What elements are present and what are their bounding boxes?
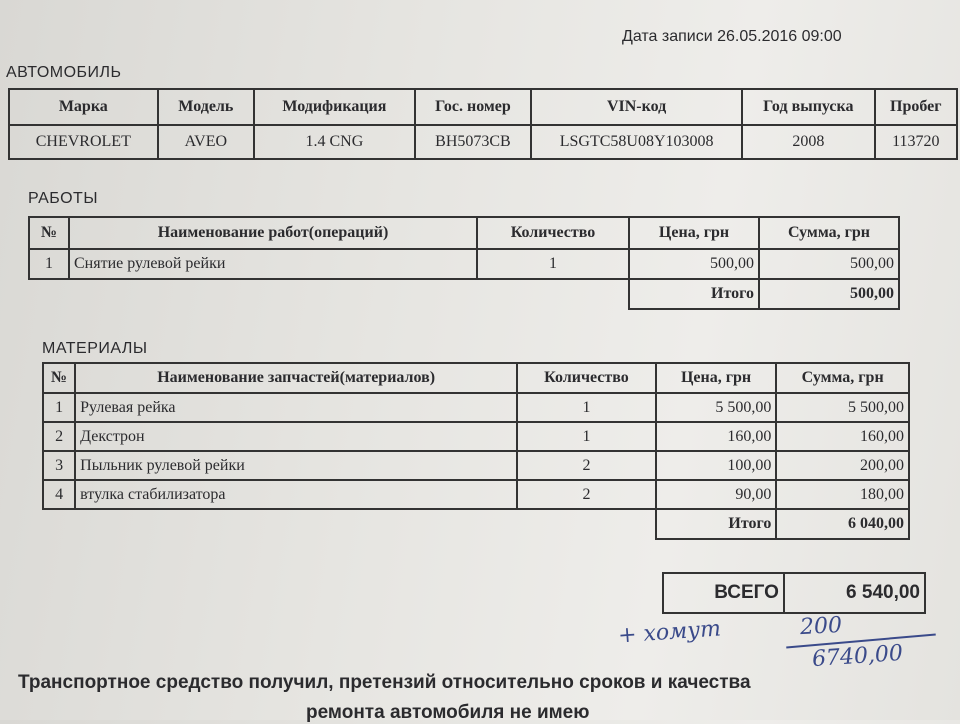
material-sum: 5 500,00 <box>776 393 909 422</box>
materials-total-value: 6 040,00 <box>776 509 909 539</box>
material-number: 4 <box>43 480 75 509</box>
material-qty: 1 <box>517 393 656 422</box>
works-col-number: № <box>29 217 69 249</box>
table-row <box>29 249 899 279</box>
handwritten-note: + хомут <box>617 616 722 649</box>
car-make: CHEVROLET <box>9 125 158 159</box>
works-col-qty: Количество <box>477 217 629 249</box>
car-col-modification: Модификация <box>254 89 415 125</box>
works-row-number: 1 <box>29 249 69 279</box>
car-col-year: Год выпуска <box>742 89 875 125</box>
car-vin: LSGTC58U08Y103008 <box>531 125 742 159</box>
car-col-plate: Гос. номер <box>415 89 531 125</box>
car-mileage: 113720 <box>875 125 957 159</box>
works-table <box>28 216 900 310</box>
record-date: Дата записи 26.05.2016 09:00 <box>622 28 842 45</box>
car-col-vin: VIN-код <box>531 89 742 125</box>
car-section-title: АВТОМОБИЛЬ <box>6 64 122 81</box>
material-qty: 1 <box>517 422 656 451</box>
table-row <box>43 422 909 451</box>
material-sum: 180,00 <box>776 480 909 509</box>
material-qty: 2 <box>517 480 656 509</box>
footer-line-1: Транспортное средство получил, претензий относительно сроков и качества <box>18 672 751 693</box>
material-price: 90,00 <box>656 480 777 509</box>
materials-section-title: МАТЕРИАЛЫ <box>42 340 148 357</box>
car-col-make: Марка <box>9 89 158 125</box>
works-total-value: 500,00 <box>759 279 899 309</box>
material-number: 2 <box>43 422 75 451</box>
material-name: Декстрон <box>75 422 517 451</box>
works-row-price: 500,00 <box>629 249 759 279</box>
material-price: 5 500,00 <box>656 393 777 422</box>
materials-col-sum: Сумма, грн <box>776 363 909 393</box>
works-row-qty: 1 <box>477 249 629 279</box>
material-number: 3 <box>43 451 75 480</box>
material-price: 100,00 <box>656 451 777 480</box>
material-sum: 160,00 <box>776 422 909 451</box>
material-name: Рулевая рейка <box>75 393 517 422</box>
works-col-price: Цена, грн <box>629 217 759 249</box>
works-col-sum: Сумма, грн <box>759 217 899 249</box>
works-section-title: РАБОТЫ <box>28 190 98 207</box>
materials-table <box>42 362 910 540</box>
grand-total-value: 6 540,00 <box>784 573 925 613</box>
material-name: Пыльник рулевой рейки <box>75 451 517 480</box>
materials-col-number: № <box>43 363 75 393</box>
works-row-sum: 500,00 <box>759 249 899 279</box>
car-plate: ВН5073СВ <box>415 125 531 159</box>
material-price: 160,00 <box>656 422 777 451</box>
grand-total-label: ВСЕГО <box>663 573 784 613</box>
car-year: 2008 <box>742 125 875 159</box>
materials-col-qty: Количество <box>517 363 656 393</box>
handwritten-new-total: 6740,00 <box>811 640 904 673</box>
materials-col-name: Наименование запчастей(материалов) <box>75 363 517 393</box>
handwritten-amount: 200 <box>799 612 843 641</box>
works-total-label: Итого <box>629 279 759 309</box>
materials-col-price: Цена, грн <box>656 363 777 393</box>
table-row <box>43 451 909 480</box>
grand-total-box <box>662 572 926 614</box>
car-model: AVEO <box>158 125 254 159</box>
car-col-mileage: Пробег <box>875 89 957 125</box>
material-number: 1 <box>43 393 75 422</box>
materials-total-label: Итого <box>656 509 777 539</box>
car-modification: 1.4 CNG <box>254 125 415 159</box>
table-row <box>43 393 909 422</box>
table-row <box>43 480 909 509</box>
car-table <box>8 88 958 160</box>
material-name: втулка стабилизатора <box>75 480 517 509</box>
footer-line-2: ремонта автомобиля не имею <box>306 702 590 723</box>
material-sum: 200,00 <box>776 451 909 480</box>
works-row-name: Снятие рулевой рейки <box>69 249 477 279</box>
car-col-model: Модель <box>158 89 254 125</box>
material-qty: 2 <box>517 451 656 480</box>
works-col-name: Наименование работ(операций) <box>69 217 477 249</box>
